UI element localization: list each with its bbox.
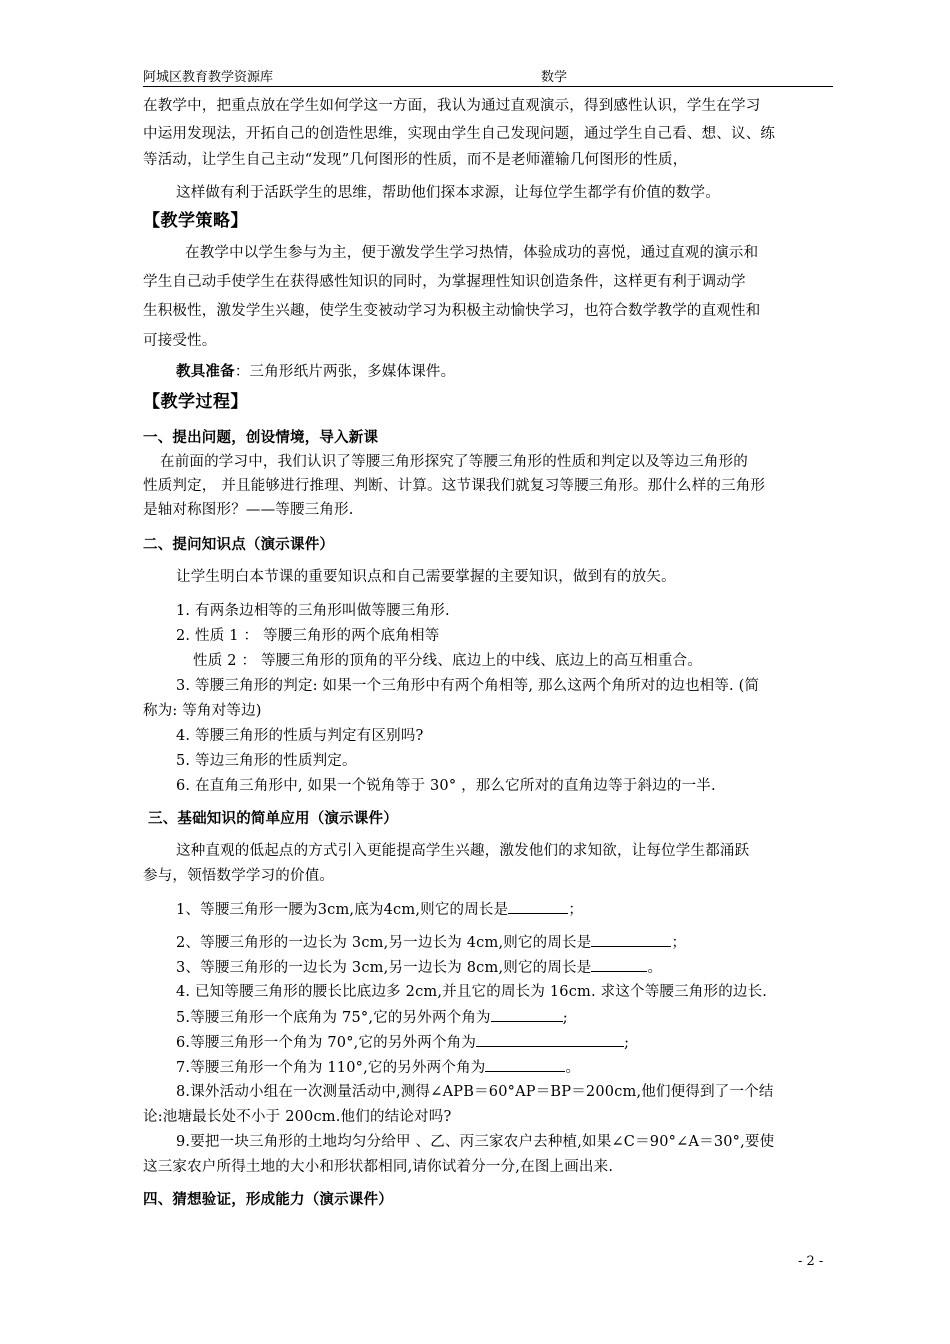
exercise-text: 5.等腰三角形一个底角为 75°,它的另外两个角为 bbox=[176, 1010, 491, 1026]
paragraph-line: 等活动，让学生自己主动“发现”几何图形的性质，而不是老师灌输几何图形的性质， bbox=[143, 152, 688, 168]
exercise-7 bbox=[176, 1057, 580, 1078]
answer-blank[interactable] bbox=[491, 1007, 563, 1022]
answer-blank[interactable] bbox=[591, 957, 647, 972]
exercise-text: 2、等腰三角形的一边长为 3cm,另一边长为 4cm,则它的周长是 bbox=[176, 935, 592, 951]
exercise-end: ; bbox=[624, 1035, 630, 1051]
teaching-tools-text: ：三角形纸片两张，多媒体课件。 bbox=[234, 364, 456, 380]
knowledge-item: 6. 在直角三角形中, 如果一个锐角等于 30° ，那么它所对的直角边等于斜边的一半. bbox=[176, 778, 716, 794]
header-left: 阿城区教育教学资源库 bbox=[143, 70, 274, 85]
paragraph-line: 生积极性，激发学生兴趣，使学生变被动学习为积极主动愉快学习，也符合数学教学的直观性和 bbox=[143, 303, 761, 319]
exercise-3 bbox=[176, 957, 662, 978]
page-header bbox=[143, 64, 833, 87]
step-heading-3: 三、基础知识的简单应用（演示课件） bbox=[148, 811, 398, 827]
knowledge-item: 2. 性质 1 ： 等腰三角形的两个底角相等 bbox=[176, 628, 440, 644]
exercise-text: 7.等腰三角形一个角为 110°,它的另外两个角为 bbox=[176, 1060, 486, 1076]
knowledge-item: 1. 有两条边相等的三角形叫做等腰三角形. bbox=[176, 603, 450, 619]
exercise-1 bbox=[176, 899, 583, 920]
exercise-2 bbox=[176, 932, 686, 953]
answer-blank[interactable] bbox=[591, 932, 671, 947]
exercise-8-cont: 论:池塘最长处不小于 200cm.他们的结论对吗? bbox=[143, 1109, 452, 1125]
step-heading-4: 四、猜想验证，形成能力（演示课件） bbox=[143, 1192, 393, 1208]
knowledge-item: 性质 2 ： 等腰三角形的顶角的平分线、底边上的中线、底边上的高互相重合。 bbox=[193, 653, 702, 669]
teaching-tools bbox=[176, 362, 455, 382]
knowledge-item: 3. 等腰三角形的判定: 如果一个三角形中有两个角相等, 那么这两个角所对的边也相等. (简 bbox=[176, 678, 760, 694]
knowledge-item: 4. 等腰三角形的性质与判定有区别吗? bbox=[176, 728, 424, 744]
paragraph-line: 在前面的学习中，我们认识了等腰三角形探究了等腰三角形的性质和判定以及等边三角形的 bbox=[160, 454, 748, 470]
paragraph-line: 是轴对称图形？——等腰三角形. bbox=[143, 502, 354, 518]
paragraph-line: 可接受性。 bbox=[143, 333, 217, 349]
answer-blank[interactable] bbox=[508, 899, 568, 914]
exercise-end: ； bbox=[568, 902, 584, 918]
paragraph-line: 性质判定， 并且能够进行推理、判断、计算。这节课我们就复习等腰三角形。那什么样的三角形 bbox=[143, 478, 766, 494]
exercise-end: 。 bbox=[565, 1060, 581, 1076]
paragraph-line: 在教学中，把重点放在学生如何学这一方面，我认为通过直观演示，得到感性认识，学生在学习 bbox=[143, 98, 761, 114]
exercise-8: 8.课外活动小组在一次测量活动中,测得∠APB＝60°AP＝BP＝200cm,他们便得到了一个结 bbox=[176, 1084, 774, 1100]
step-heading-1: 一、提出问题，创设情境，导入新课 bbox=[143, 430, 379, 446]
paragraph-line: 参与，领悟数学学习的价值。 bbox=[143, 868, 335, 884]
paragraph-line: 中运用发现法，开拓自己的创造性思维，实现由学生自己发现问题，通过学生自己看、想、议、练 bbox=[143, 126, 776, 142]
paragraph-line: 让学生明白本节课的重要知识点和自己需要掌握的主要知识，做到有的放矢。 bbox=[176, 569, 676, 585]
exercise-4: 4. 已知等腰三角形的腰长比底边多 2cm,并且它的周长为 16cm. 求这个等腰三角形的边长. bbox=[176, 984, 768, 1000]
step-heading-2: 二、提问知识点（演示课件） bbox=[143, 537, 335, 553]
exercise-9: 9.要把一块三角形的土地均匀分给甲 、乙、丙三家农户去种植,如果∠C＝90°∠A＝30°,要使 bbox=[176, 1134, 775, 1150]
page-number: - 2 - bbox=[798, 1254, 824, 1269]
paragraph-line: 在教学中以学生参与为主，便于激发学生学习热情，体验成功的喜悦，通过直观的演示和 bbox=[185, 245, 759, 261]
section-heading-strategy: 【教学策略】 bbox=[143, 211, 248, 231]
answer-blank[interactable] bbox=[476, 1032, 624, 1047]
knowledge-item: 5. 等边三角形的性质判定。 bbox=[176, 753, 357, 769]
exercise-9-cont: 这三家农户所得土地的大小和形状都相同,请你试着分一分,在图上画出来. bbox=[143, 1159, 614, 1175]
exercise-6 bbox=[176, 1032, 629, 1053]
section-heading-process: 【教学过程】 bbox=[143, 392, 248, 412]
header-center: 数学 bbox=[541, 70, 568, 85]
exercise-text: 3、等腰三角形的一边长为 3cm,另一边长为 8cm,则它的周长是 bbox=[176, 960, 592, 976]
exercise-text: 6.等腰三角形一个角为 70°,它的另外两个角为 bbox=[176, 1035, 477, 1051]
exercise-5 bbox=[176, 1007, 568, 1028]
exercise-end: ; bbox=[562, 1010, 568, 1026]
paragraph-line: 这种直观的低起点的方式引入更能提高学生兴趣，激发他们的求知欲，让每位学生都涌跃 bbox=[176, 843, 750, 859]
answer-blank[interactable] bbox=[485, 1057, 565, 1072]
teaching-tools-label: 教具准备 bbox=[176, 363, 235, 380]
exercise-end: 。 bbox=[647, 960, 663, 976]
exercise-end: ； bbox=[671, 935, 687, 951]
paragraph-line: 学生自己动手使学生在获得感性知识的同时，为掌握理性知识创造条件，这样更有利于调动学 bbox=[143, 274, 746, 290]
knowledge-item: 称为: 等角对等边) bbox=[143, 703, 262, 719]
exercise-text: 1、等腰三角形一腰为3cm,底为4cm,则它的周长是 bbox=[176, 902, 509, 918]
paragraph-line: 这样做有利于活跃学生的思维，帮助他们探本求源，让每位学生都学有价值的数学。 bbox=[176, 185, 720, 201]
